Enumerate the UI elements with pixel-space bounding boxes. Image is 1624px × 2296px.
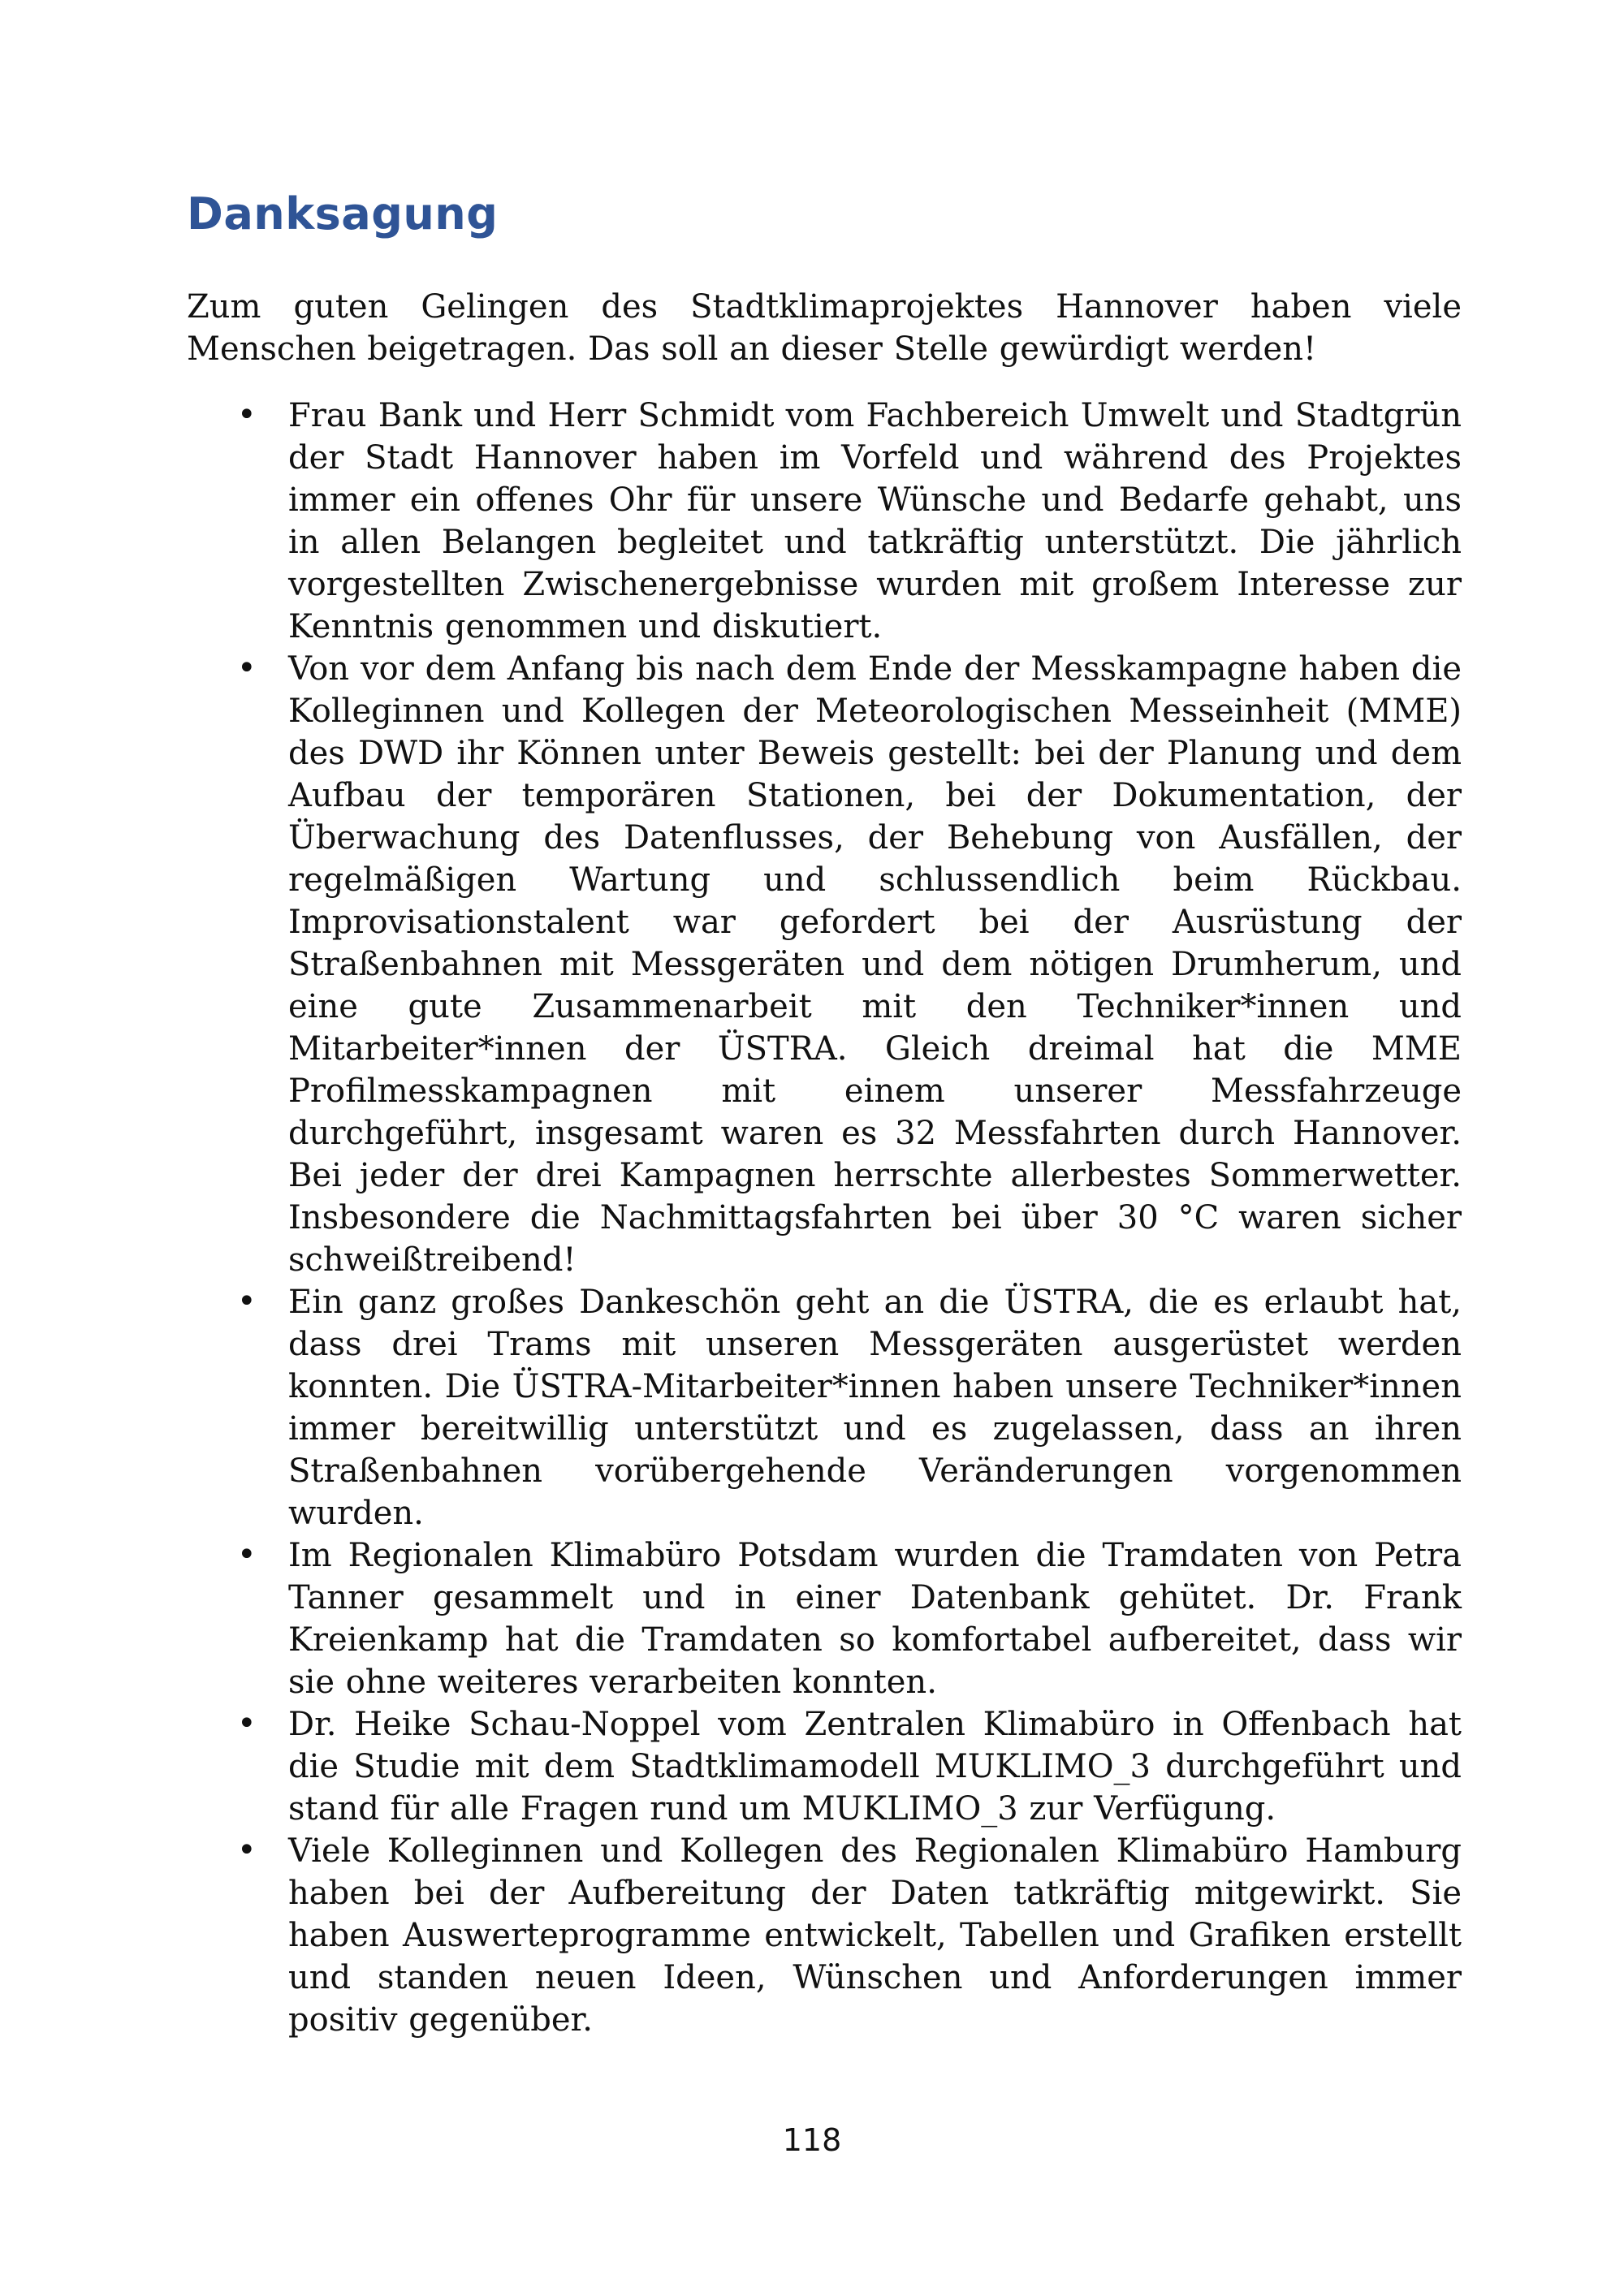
list-item-text: Ein ganz großes Dankeschön geht an die ÜSTRA, die es erlaubt hat, dass drei Trams mit unseren Messgeräten ausgerüstet werden konnten. Die ÜSTRA-Mitarbeiter*innen haben unsere Techniker*innen immer bereitwillig unterstützt und es zugelassen, dass an ihren Straßenbahnen vorübergehende Veränderungen vorgenommen wurden.: [288, 1284, 1462, 1532]
list-item-text: Im Regionalen Klimabüro Potsdam wurden die Tramdaten von Petra Tanner gesammelt und in einer Datenbank gehütet. Dr. Frank Kreienkamp hat die Tramdaten so komfortabel aufbereitet, dass wir sie ohne weiteres verarbeiten konnten.: [288, 1537, 1462, 1701]
bullet-icon: •: [237, 1283, 257, 1320]
page-content: [187, 0, 1462, 2041]
acknowledgment-list: [187, 395, 1462, 2041]
list-item-text: Von vor dem Anfang bis nach dem Ende der Messkampagne haben die Kolleginnen und Kollegen der Meteorologischen Messeinheit (MME) des DWD ihr Können unter Beweis gestellt: bei der Planung und dem Aufbau der temporären Stationen, bei der Dokumentation, der Überwachung des Datenflusses, der Behebung von Ausfällen, der regelmäßigen Wartung und schlussendlich beim Rückbau. Improvisationstalent war gefordert bei der Ausrüstung der Straßenbahnen mit Messgeräten und dem nötigen Drumherum, und eine gute Zusammenarbeit mit den Techniker*innen und Mitarbeiter*innen der ÜSTRA. Gleich dreimal hat die MME Profilmesskampagnen mit einem unserer Messfahrzeuge durchgeführt, insgesamt waren es 32 Messfahrten durch Hannover. Bei jeder der drei Kampagnen herrschte allerbestes Sommerwetter. Insbesondere die Nachmittagsfahrten bei über 30 °C waren sicher schweißtreibend!: [288, 650, 1462, 1279]
page-title: Danksagung: [187, 188, 499, 240]
list-item-text: Viele Kolleginnen und Kollegen des Regionalen Klimabüro Hamburg haben bei der Aufbereitung der Daten tatkräftig mitgewirkt. Sie haben Auswerteprogramme entwickelt, Tabellen und Grafiken erstellt und standen neuen Ideen, Wünschen und Anforderungen immer positiv gegenüber.: [288, 1832, 1462, 2039]
list-item: [187, 1830, 1462, 2041]
list-item: [187, 1534, 1462, 1703]
bullet-icon: •: [237, 1832, 257, 1869]
bullet-icon: •: [237, 650, 257, 687]
list-item: [187, 648, 1462, 1281]
bullet-icon: •: [237, 396, 257, 434]
list-item-text: Frau Bank und Herr Schmidt vom Fachbereich Umwelt und Stadtgrün der Stadt Hannover haben im Vorfeld und während des Projektes immer ein offenes Ohr für unsere Wünsche und Bedarfe gehabt, uns in allen Belangen begleitet und tatkräftig unterstützt. Die jährlich vorgestellten Zwischenergebnisse wurden mit großem Interesse zur Kenntnis genommen und diskutiert.: [288, 397, 1462, 645]
bullet-icon: •: [237, 1705, 257, 1742]
list-item-text: Dr. Heike Schau-Noppel vom Zentralen Klimabüro in Offenbach hat die Studie mit dem Stadtklimamodell MUKLIMO_3 durchgeführt und stand für alle Fragen rund um MUKLIMO_3 zur Verfügung.: [288, 1706, 1462, 1828]
page-number: 118: [782, 2122, 842, 2158]
bullet-icon: •: [237, 1536, 257, 1573]
intro-paragraph: Zum guten Gelingen des Stadtklimaprojektes Hannover haben viele Menschen beigetragen. Das soll an dieser Stelle gewürdigt werden!: [187, 288, 1462, 368]
list-item: [187, 395, 1462, 648]
list-item: [187, 1281, 1462, 1534]
list-item: [187, 1703, 1462, 1830]
